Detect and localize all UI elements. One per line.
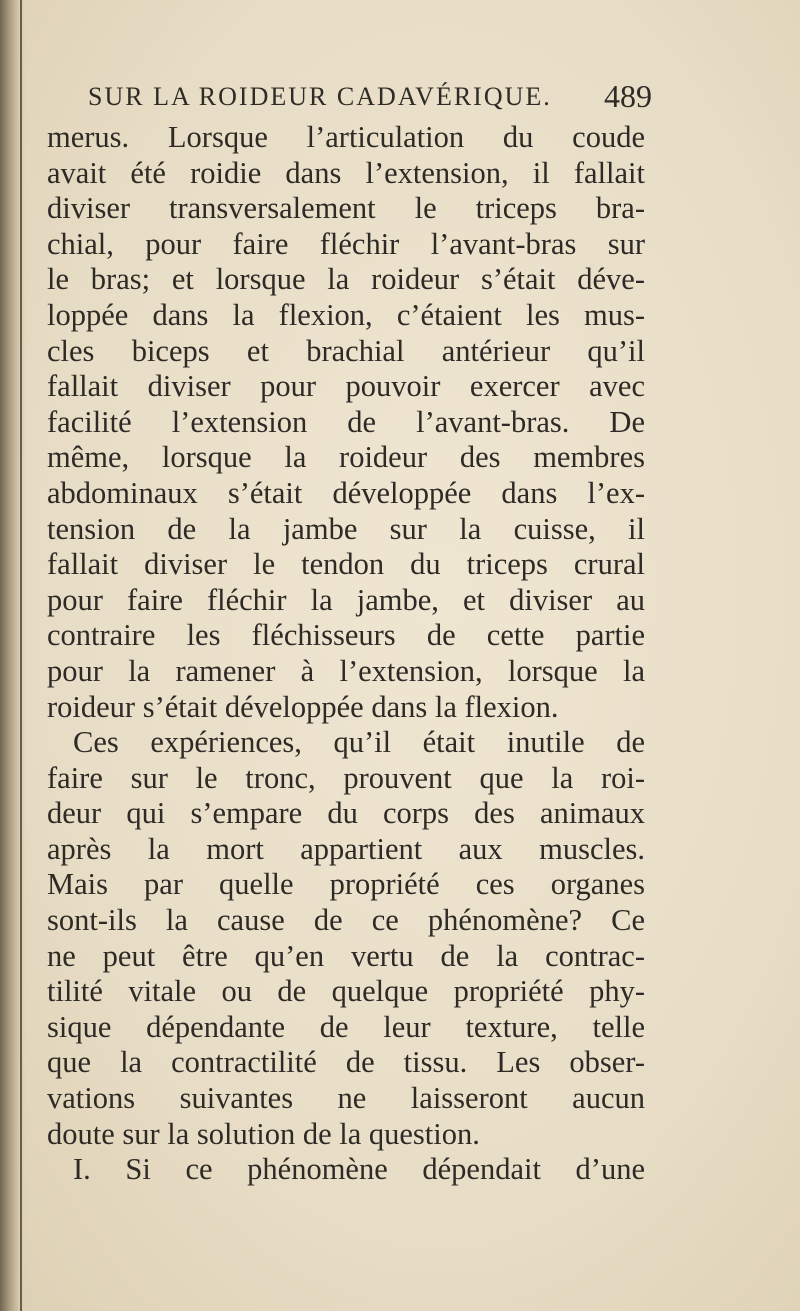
text-line: que la contractilité de tissu. Les obser- bbox=[47, 1045, 645, 1080]
text-line: faire sur le tronc, prouvent que la roi- bbox=[47, 760, 645, 795]
text-line: ne peut être qu’en vertu de la contrac- bbox=[47, 938, 645, 973]
text-line: sique dépendante de leur texture, telle bbox=[47, 1009, 645, 1044]
text-line: pour faire fléchir la jambe, et diviser au bbox=[47, 582, 645, 617]
book-spine-shadow bbox=[0, 0, 26, 1311]
text-line: sont-ils la cause de ce phénomène? Ce bbox=[47, 903, 645, 938]
page-edge-line bbox=[20, 0, 22, 1311]
text-line: vations suivantes ne laisseront aucun bbox=[47, 1081, 645, 1116]
text-line: même, lorsque la roideur des membres bbox=[47, 440, 645, 475]
running-head: SUR LA ROIDEUR CADAVÉRIQUE. bbox=[88, 82, 552, 111]
text-line: doute sur la solution de la question. bbox=[47, 1116, 480, 1151]
text-line: facilité l’extension de l’avant-bras. De bbox=[47, 404, 645, 439]
text-line: après la mort appartient aux muscles. bbox=[47, 831, 645, 866]
text-line: loppée dans la flexion, c’étaient les mus- bbox=[47, 297, 645, 332]
text-line: deur qui s’empare du corps des animaux bbox=[47, 796, 645, 831]
text-line: le bras; et lorsque la roideur s’était déve- bbox=[47, 262, 645, 297]
text-line: chial, pour faire fléchir l’avant-bras sur bbox=[47, 226, 645, 261]
text-line: cles biceps et brachial antérieur qu’il bbox=[47, 333, 645, 368]
text-line: diviser transversalement le triceps bra- bbox=[47, 191, 645, 226]
text-line: merus. Lorsque l’articulation du coude bbox=[47, 120, 645, 154]
page-header bbox=[88, 78, 678, 122]
text-line: pour la ramener à l’extension, lorsque la bbox=[47, 653, 645, 688]
text-line: Mais par quelle propriété ces organes bbox=[47, 867, 645, 902]
text-line: fallait diviser pour pouvoir exercer avec bbox=[47, 369, 645, 404]
page-number: 489 bbox=[604, 78, 652, 114]
text-line-paragraph-start: I. Si ce phénomène dépendait d’une bbox=[73, 1152, 645, 1187]
text-line-paragraph-start: Ces expériences, qu’il était inutile de bbox=[73, 725, 645, 760]
text-line: tilité vitale ou de quelque propriété phy- bbox=[47, 974, 645, 1009]
text-line: roideur s’était développée dans la flexion. bbox=[47, 689, 559, 724]
text-line: fallait diviser le tendon du triceps crural bbox=[47, 547, 645, 582]
text-line: contraire les fléchisseurs de cette partie bbox=[47, 618, 645, 653]
text-line: tension de la jambe sur la cuisse, il bbox=[47, 511, 645, 546]
text-line: avait été roidie dans l’extension, il fallait bbox=[47, 155, 645, 190]
text-line: abdominaux s’était développée dans l’ex- bbox=[47, 475, 645, 510]
body-text bbox=[47, 120, 645, 1188]
